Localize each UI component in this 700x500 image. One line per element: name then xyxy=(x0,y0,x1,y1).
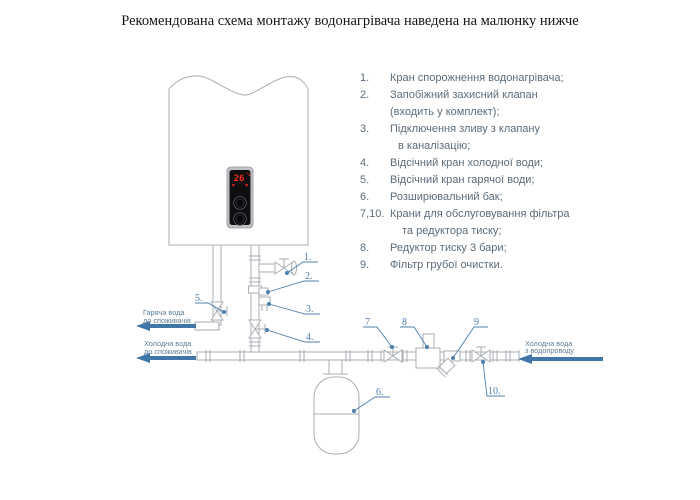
cold-out-label: Холодна вода xyxy=(144,339,192,348)
drain-branch-pipe xyxy=(259,264,276,272)
expansion-tank-body xyxy=(314,377,359,454)
cold-in-label: Холодна вода xyxy=(525,339,573,348)
legend-item-text: Відсічний кран гарячої води; xyxy=(390,174,535,186)
callout-4 xyxy=(265,328,320,343)
hot-out-label: Гаряча вода xyxy=(143,308,185,317)
callout-7 xyxy=(363,317,394,349)
hot-out-label: до споживачів xyxy=(143,316,191,325)
piping xyxy=(195,245,519,362)
legend-item-text: Відсічний кран холодної води; xyxy=(390,157,544,169)
legend-item-number: 2. xyxy=(360,89,370,101)
svg-text:7: 7 xyxy=(365,317,370,328)
legend-item-text: Крани для обслуговування фільтра та редуктора тиску; xyxy=(390,208,570,237)
water-heater xyxy=(169,76,308,245)
legend-item-number: 3. xyxy=(360,123,370,135)
cold-water-main-pipe xyxy=(197,352,519,360)
expansion-tank-pipe xyxy=(329,360,342,374)
drain-valve xyxy=(259,259,297,275)
svg-text:4.: 4. xyxy=(306,332,314,343)
legend-item-number: 4. xyxy=(360,157,370,169)
upper-knob xyxy=(234,197,247,210)
svg-text:6.: 6. xyxy=(376,387,384,398)
valve-icon xyxy=(275,259,293,274)
legend-item-number: 8. xyxy=(360,242,370,254)
svg-text:8: 8 xyxy=(402,317,407,328)
temperature-unit: °c xyxy=(245,173,251,178)
legend-item-number: 6. xyxy=(360,191,370,203)
page-title: Рекомендована схема монтажу водонагрівача наведена на малюнку нижче xyxy=(121,13,579,29)
temperature-display: 26 xyxy=(233,174,245,184)
cold-in-label: з водопроводу xyxy=(525,346,575,355)
callout-8 xyxy=(400,317,429,349)
cold-out-label: до споживачів xyxy=(144,347,192,356)
lower-knob xyxy=(234,213,247,226)
legend-item-text: Розширювальний бак; xyxy=(390,191,503,203)
legend-item-text: Редуктор тиску 3 бари; xyxy=(390,242,507,254)
legend-item-text: Кран спорожнення водонагрівача; xyxy=(390,72,564,84)
svg-text:10.: 10. xyxy=(488,386,501,397)
svg-text:3.: 3. xyxy=(306,304,314,315)
control-panel xyxy=(227,167,253,228)
svg-text:1.: 1. xyxy=(304,252,312,263)
legend-item-number: 7,10. xyxy=(360,208,385,220)
expansion-tank xyxy=(314,360,359,454)
legend-item-text: Фільтр грубої очистки. xyxy=(390,259,503,271)
pressure-reducer xyxy=(416,334,440,368)
callout-10 xyxy=(481,360,505,397)
legend-item-text: Підключення зливу з клапану в каналізацію; xyxy=(390,123,541,152)
legend-item-number: 5. xyxy=(360,174,370,186)
callout-3 xyxy=(267,302,320,315)
cold-water-in-arrow-icon xyxy=(518,354,603,364)
legend-item-number: 9. xyxy=(360,259,370,271)
svg-text:9: 9 xyxy=(474,317,479,328)
svg-text:2.: 2. xyxy=(305,271,313,282)
hot-water-pipe-horizontal xyxy=(195,322,219,330)
legend-item-number: 1. xyxy=(360,72,370,84)
legend-item-text: Запобіжний захисний клапан (входить у комплект); xyxy=(390,89,538,118)
svg-text:5.: 5. xyxy=(195,293,203,304)
